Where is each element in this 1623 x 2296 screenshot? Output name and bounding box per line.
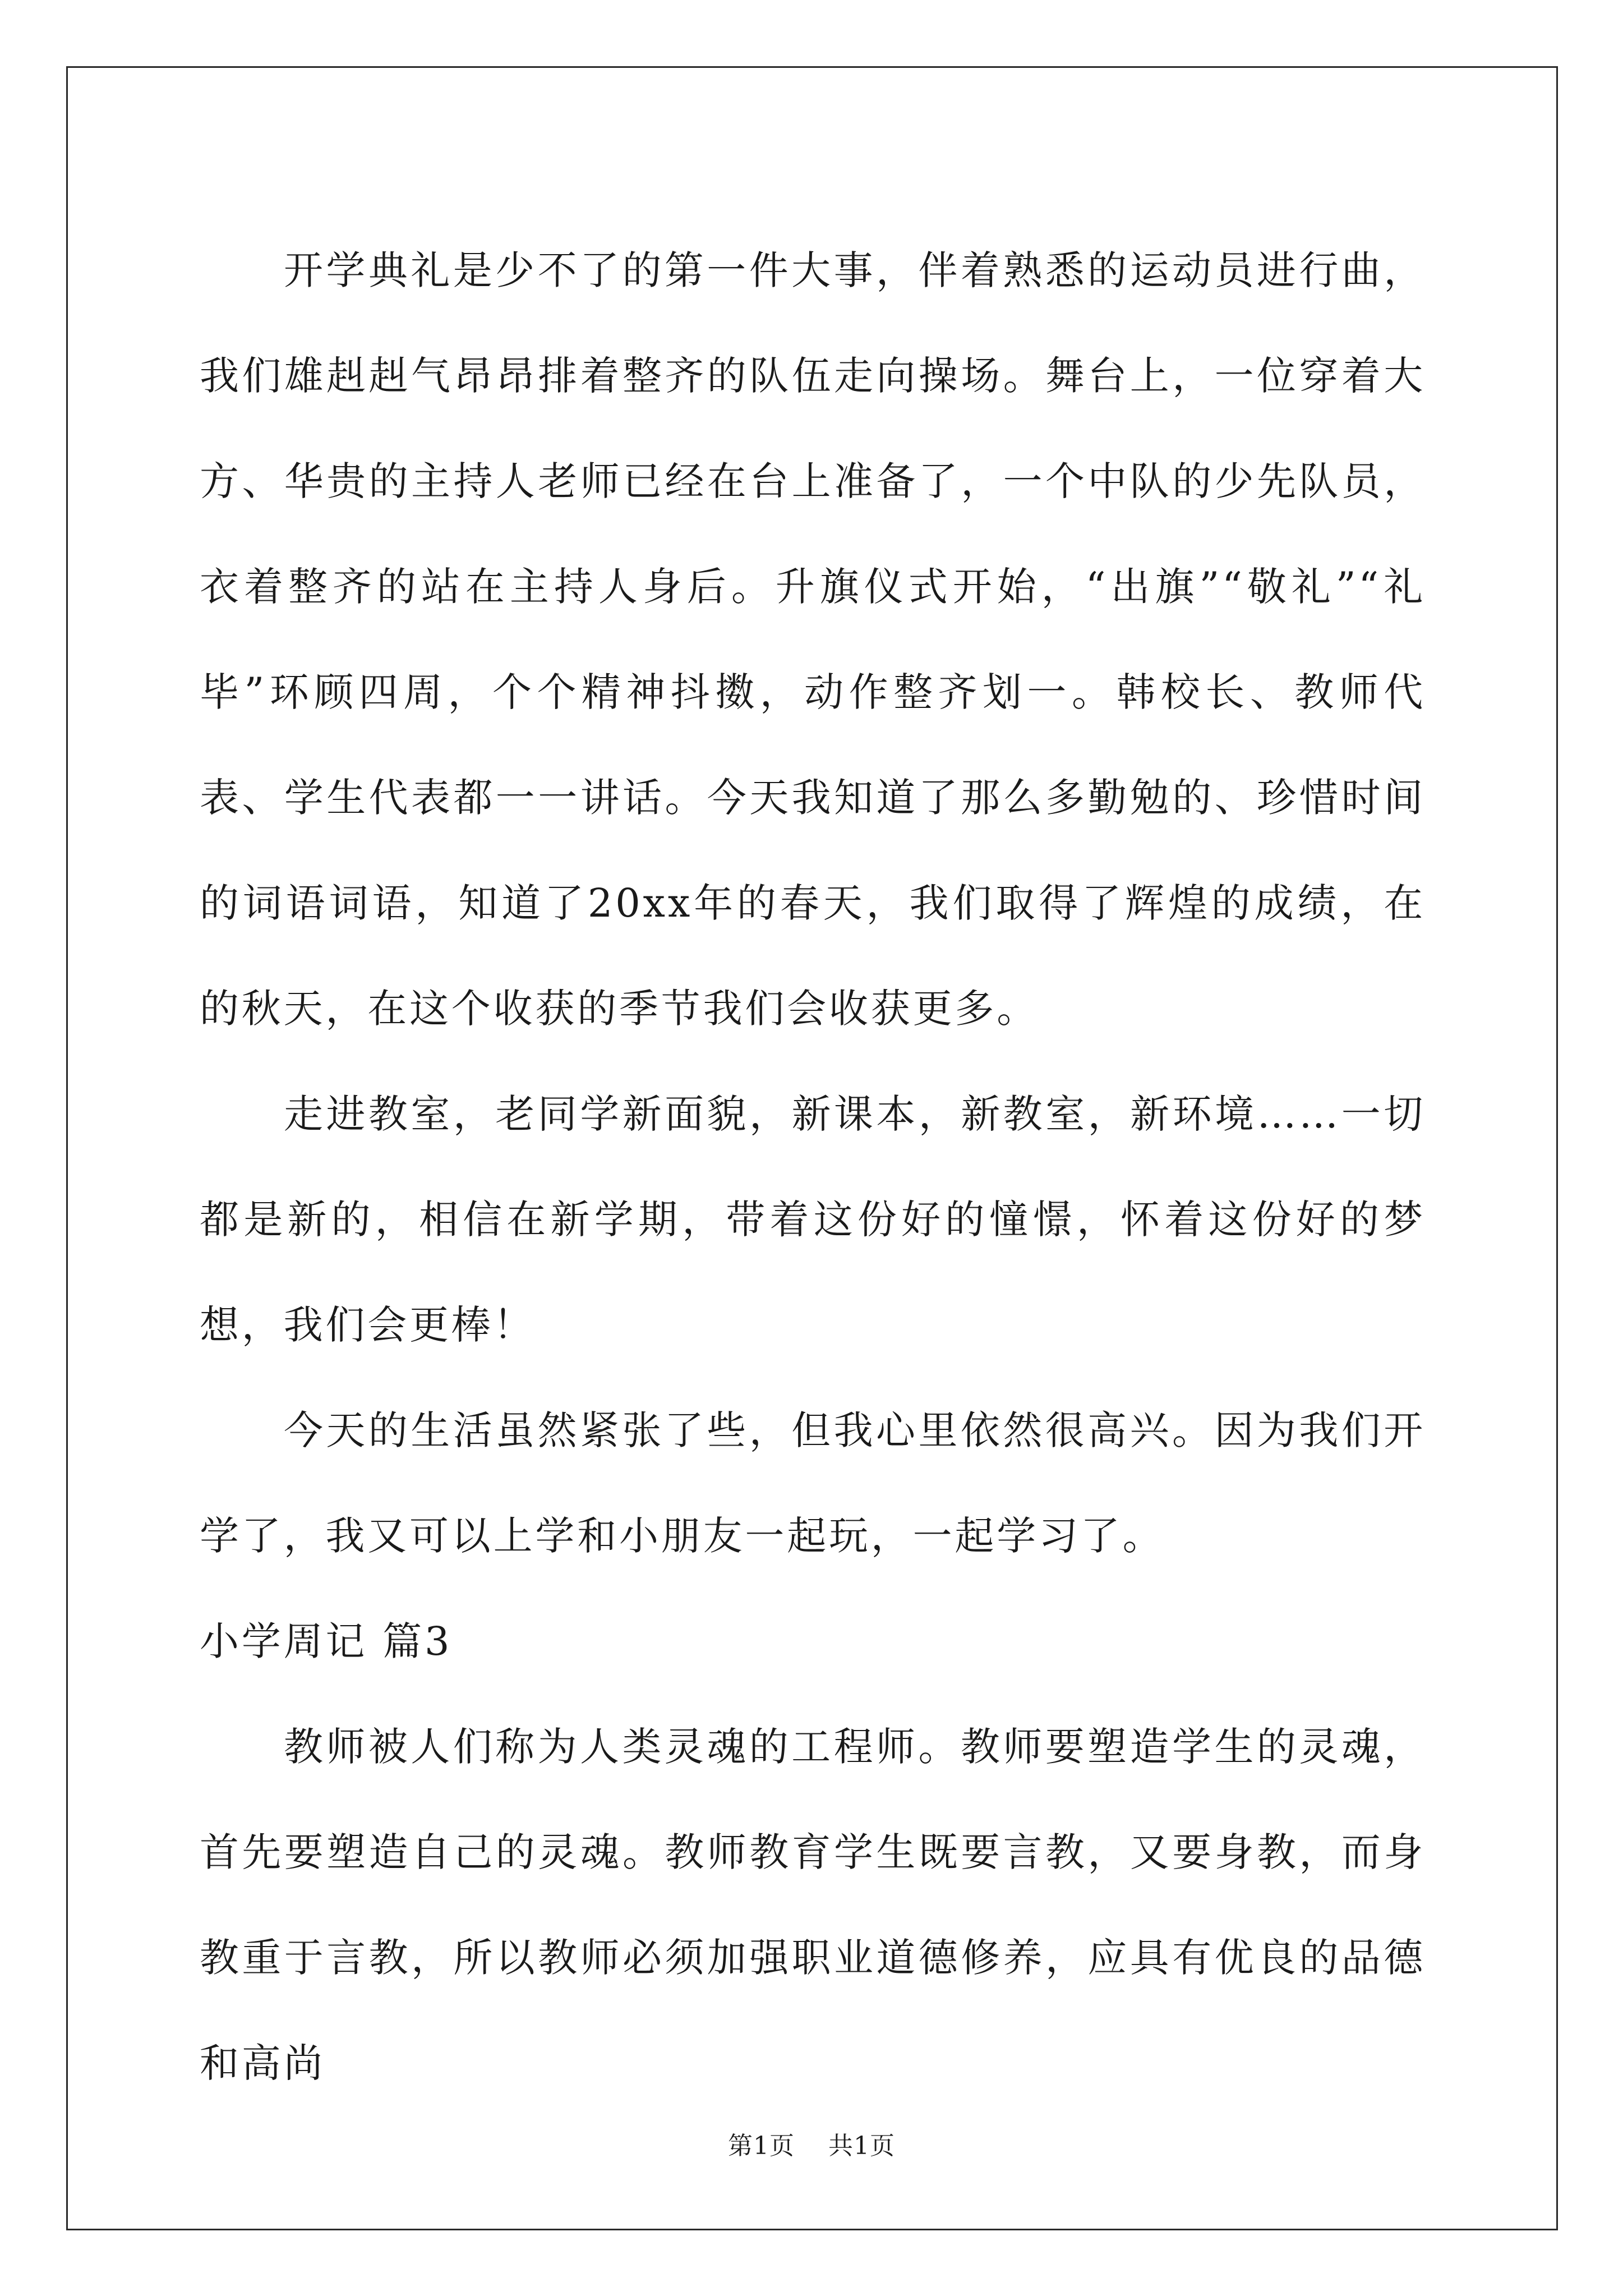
paragraph-opening-ceremony: 开学典礼是少不了的第一件大事，伴着熟悉的运动员进行曲，我们雄赳赳气昂昂排着整齐的队伍走向操场。舞台上，一位穿着大方、华贵的主持人老师已经在台上准备了，一个中队的少先队员，衣着整齐的站在主持人身后。升旗仪式开始，“出旗”“敬礼”“礼毕”环顾四周，个个精神抖擞，动作整齐划一。韩校长、教师代表、学生代表都一一讲话。今天我知道了那么多勤勉的、珍惜时间的词语词语，知道了20xx年的春天，我们取得了辉煌的成绩，在的秋天，在这个收获的季节我们会收获更多。 [200,247,1426,1032]
document-body [200,218,1426,2116]
paragraph-teachers: 教师被人们称为人类灵魂的工程师。教师要塑造学生的灵魂，首先要塑造自己的灵魂。教师教育学生既要言教，又要身教，而身教重于言教，所以教师必须加强职业道德修养，应具有优良的品德和高尚 [200,1724,1426,2086]
page-number: 第1页 [728,2132,795,2160]
section-heading: 小学周记 篇3 [200,1618,453,1664]
paragraph-classroom: 走进教室，老同学新面貌，新课本，新教室，新环境……一切都是新的，相信在新学期，带着这份好的憧憬，怀着这份好的梦想，我们会更棒！ [200,1091,1426,1348]
page-total: 共1页 [828,2132,895,2160]
page-footer [0,2129,1623,2163]
paragraph-school-start: 今天的生活虽然紧张了些，但我心里依然很高兴。因为我们开学了，我又可以上学和小朋友一起玩，一起学习了。 [200,1407,1426,1559]
